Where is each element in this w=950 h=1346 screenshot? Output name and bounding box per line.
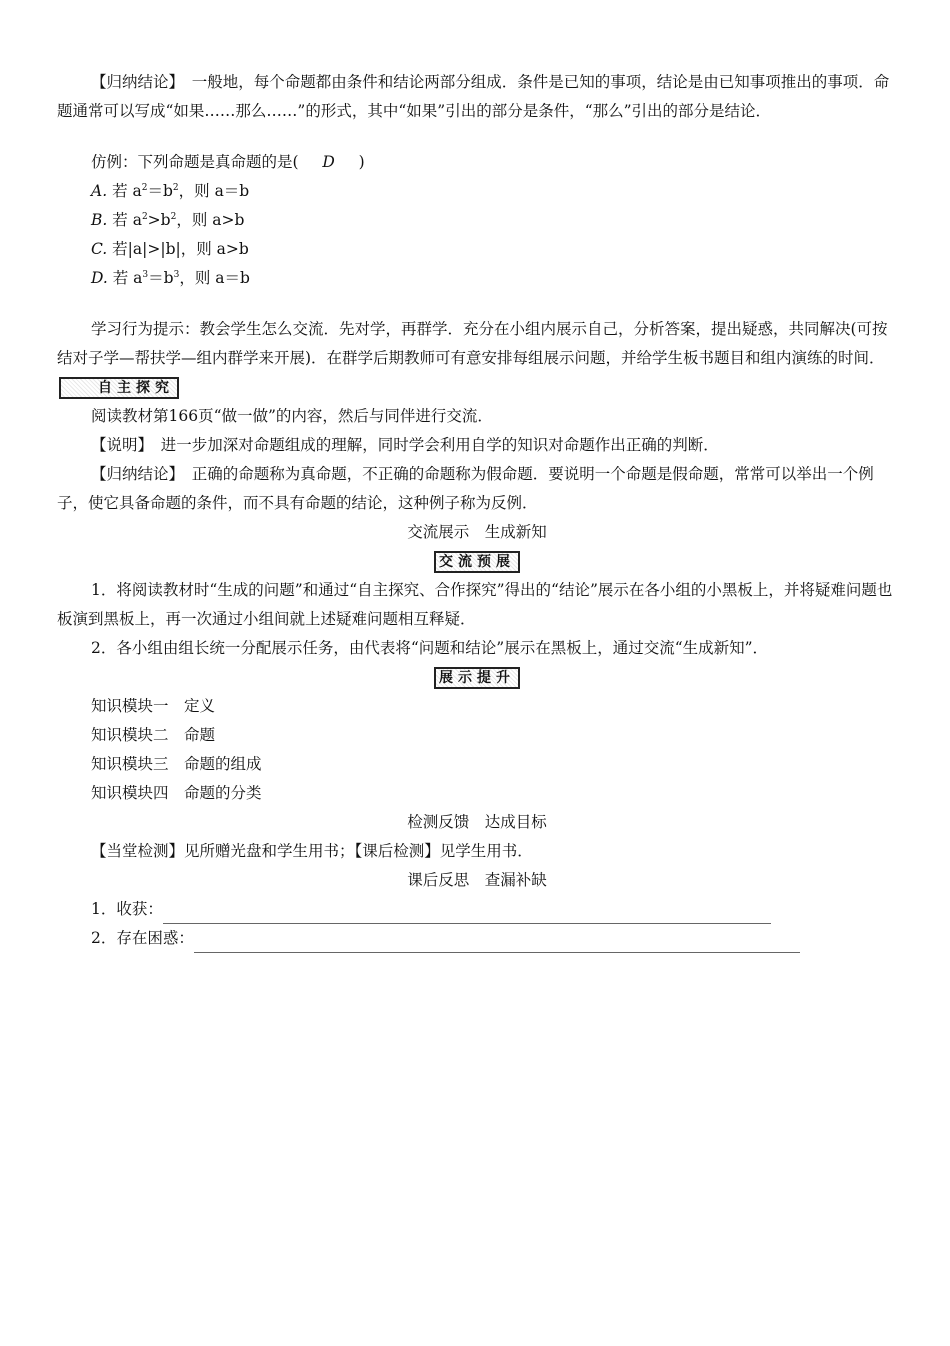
section-heading-exchange: 交流展示 生成新知 (407, 523, 547, 541)
module-1: 知识模块一 定义 (91, 697, 216, 715)
gain-fill-line[interactable] (163, 905, 771, 924)
show-improve-badge: 展示提升 (434, 667, 520, 689)
self-explore-badge: 自主探究 (59, 377, 179, 399)
reflect-gain-line: 1．收获： (57, 895, 897, 924)
reflect-confusion-line: 2．存在困惑： (57, 924, 897, 953)
explain-paragraph: 【说明】 进一步加深对命题组成的理解，同时学会利用自学的知识对命题作出正确的判断． (91, 436, 719, 454)
exchange-item-1: 1．将阅读教材时“生成的问题”和通过“自主探究、合作探究”得出的“结论”展示在各小组的小黑板上，并将疑难问题也板演到黑板上，再一次通过小组间就上述疑难问题相互释疑． (57, 581, 893, 628)
answer-blank: D (322, 153, 335, 171)
option-c: C. 若|a|>|b|，则 a>b (91, 240, 249, 258)
module-4: 知识模块四 命题的分类 (91, 784, 262, 802)
section-heading-reflect: 课后反思 查漏补缺 (407, 871, 547, 889)
document-page (57, 68, 897, 953)
conclusion-text: 一般地，每个命题都由条件和结论两部分组成．条件是已知的事项，结论是由已知事项推出的事项．命题通常可以写成“如果……那么……”的形式，其中“如果”引出的部分是条件，“那么”引出的部分是结论． (57, 73, 890, 120)
module-2: 知识模块二 命题 (91, 726, 216, 744)
example-question: 仿例：下列命题是真命题的是( D ) (57, 148, 897, 177)
option-b: B. 若 $a^2>b^2$，则 a>b (91, 211, 245, 229)
check-paragraph: 【当堂检测】见所赠光盘和学生用书；【课后检测】见学生用书． (91, 842, 533, 860)
hint-paragraph: 学习行为提示：教会学生怎么交流．先对学，再群学．充分在小组内展示自己，分析答案，提出疑惑，共同解决(可按结对子学—帮扶学—组内群学来开展)．在群学后期教师可有意安排每组展示问题，并给学生板书题目和组内演练的时间．自主探究 (57, 315, 897, 402)
reading-instruction: 阅读教材第166页“做一做”的内容，然后与同伴进行交流． (91, 407, 493, 425)
conclusion-paragraph-2: 【归纳结论】 正确的命题称为真命题，不正确的命题称为假命题．要说明一个命题是假命题，常常可以举出一个例子，使它具备命题的条件，而不具有命题的结论，这种例子称为反例． (57, 465, 874, 512)
section-heading-check: 检测反馈 达成目标 (407, 813, 547, 831)
exchange-item-2: 2．各小组由组长统一分配展示任务，由代表将“问题和结论”展示在黑板上，通过交流“生成新知”． (91, 639, 769, 657)
conclusion-paragraph-1 (57, 68, 897, 126)
option-d: D. 若 $a^3=b^3$，则 a＝b (91, 269, 250, 287)
exchange-preview-badge: 交流预展 (434, 551, 520, 573)
conclusion-tag: 【归纳结论】 (91, 73, 177, 91)
confusion-fill-line[interactable] (194, 934, 800, 953)
option-a: A. 若 $a^2=b^2$，则 a＝b (91, 182, 250, 200)
module-3: 知识模块三 命题的组成 (91, 755, 262, 773)
